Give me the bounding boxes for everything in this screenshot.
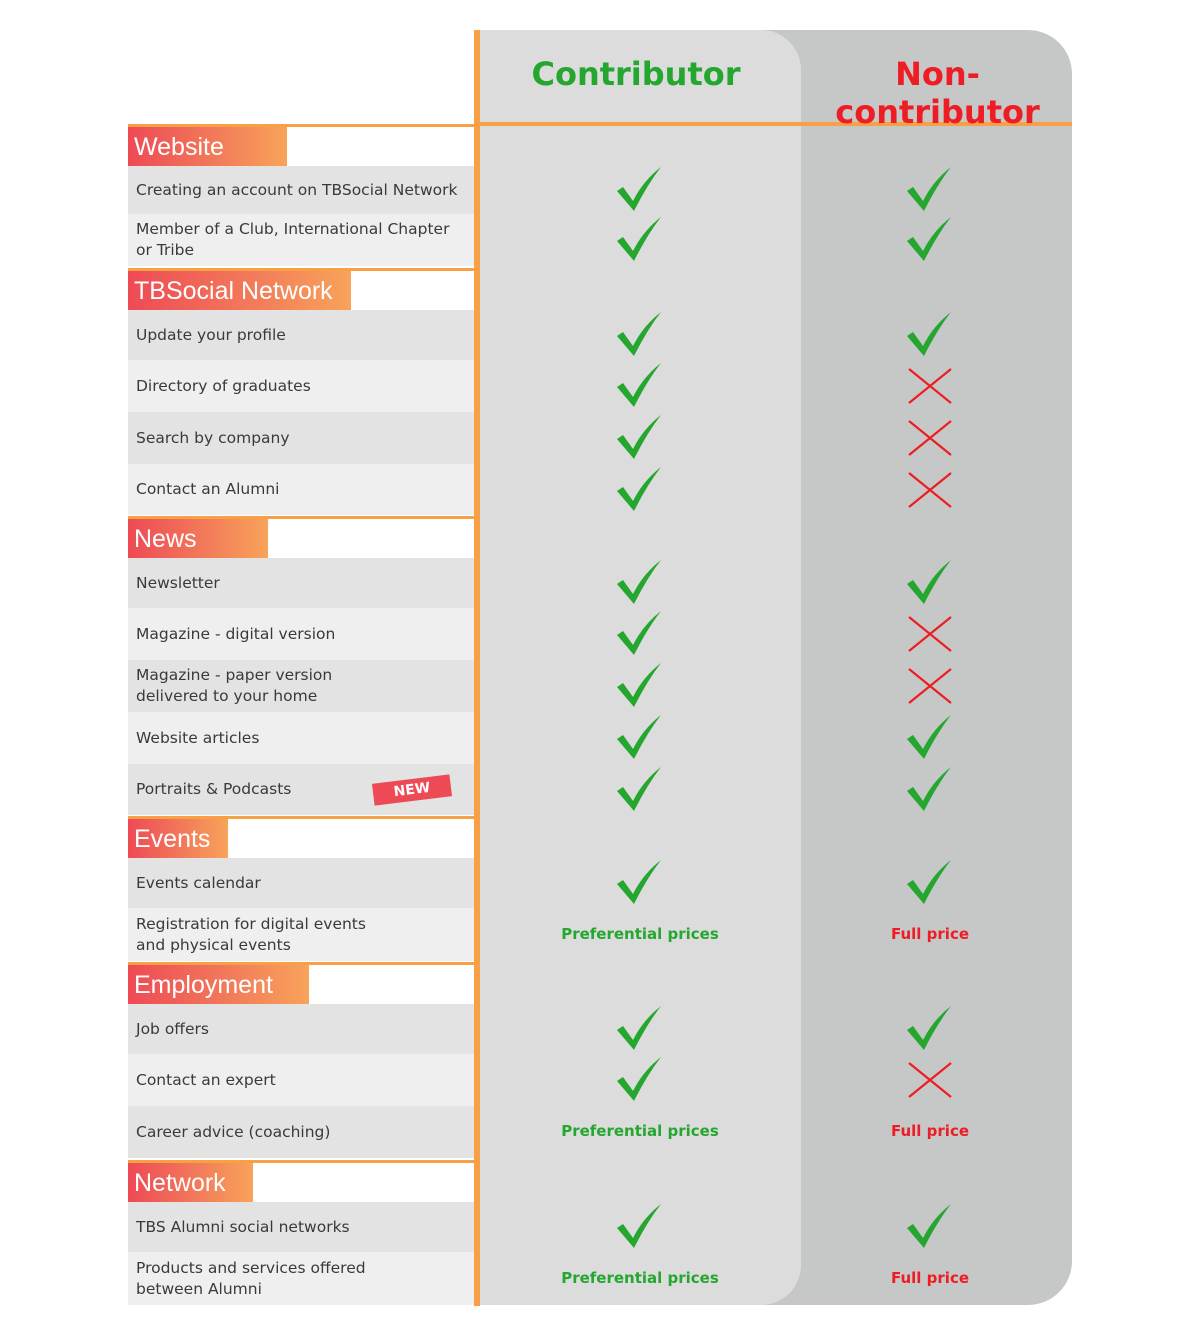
- section-title: News: [128, 519, 268, 558]
- feature-row: [128, 908, 474, 961]
- feature-row: [128, 558, 474, 608]
- check-icon: [615, 1004, 665, 1054]
- preferential-price-text: Preferential prices: [561, 1268, 719, 1287]
- feature-label: Job offers: [136, 1019, 209, 1038]
- feature-label: Creating an account on TBSocial Network: [136, 180, 458, 199]
- cross-icon: [905, 1055, 955, 1105]
- check-icon: [615, 465, 665, 515]
- contributor-heading: Contributor: [531, 55, 741, 93]
- check-icon: [905, 215, 955, 265]
- check-icon: [615, 413, 665, 463]
- preferential-price-text: Preferential prices: [561, 924, 719, 943]
- non-contributor-heading: Non-contributor: [835, 55, 1040, 131]
- feature-label: Products and services offered between Alumni: [136, 1258, 366, 1298]
- feature-row: [128, 1252, 474, 1305]
- check-icon: [905, 558, 955, 608]
- section-title: Employment: [128, 965, 309, 1004]
- feature-row: [128, 464, 474, 515]
- section-title: Events: [128, 819, 228, 858]
- check-icon: [615, 765, 665, 815]
- check-icon: [615, 858, 665, 908]
- section-title: TBSocial Network: [128, 271, 351, 310]
- preferential-price-text: Preferential prices: [561, 1122, 719, 1140]
- new-badge: NEW: [372, 774, 452, 805]
- check-icon: [905, 765, 955, 815]
- feature-label: Website articles: [136, 728, 260, 747]
- feature-row: [128, 1106, 474, 1158]
- cross-icon: [905, 361, 955, 411]
- feature-label: Contact an Alumni: [136, 480, 280, 498]
- check-icon: [615, 310, 665, 360]
- feature-label: Events calendar: [136, 873, 261, 892]
- full-price-text: Full price: [890, 1122, 970, 1140]
- check-icon: [615, 558, 665, 608]
- feature-row: [128, 1004, 474, 1054]
- check-icon: [615, 609, 665, 659]
- check-icon: [615, 713, 665, 763]
- check-icon: [615, 661, 665, 711]
- section-header-tbsocial-network: [128, 268, 474, 310]
- section-header-news: [128, 516, 474, 558]
- feature-label: Portraits & Podcasts: [136, 780, 292, 798]
- check-icon: [905, 713, 955, 763]
- feature-label: Career advice (coaching): [136, 1122, 331, 1141]
- check-icon: [615, 215, 665, 265]
- check-icon: [905, 1004, 955, 1054]
- feature-row: [128, 608, 474, 660]
- section-header-employment: [128, 962, 474, 1004]
- check-icon: [905, 165, 955, 215]
- feature-row: [128, 660, 474, 712]
- check-icon: [615, 1202, 665, 1252]
- feature-row: [128, 1202, 474, 1252]
- feature-label: Magazine - digital version: [136, 624, 336, 643]
- feature-row: [128, 166, 474, 214]
- feature-row: [128, 360, 474, 412]
- check-icon: [615, 361, 665, 411]
- feature-label: Contact an expert: [136, 1070, 276, 1089]
- full-price-text: Full price: [890, 924, 970, 943]
- section-header-website: [128, 124, 474, 166]
- cross-icon: [905, 609, 955, 659]
- cross-icon: [905, 413, 955, 463]
- feature-label: TBS Alumni social networks: [136, 1217, 350, 1236]
- feature-row: [128, 214, 474, 266]
- feature-label: Search by company: [136, 428, 290, 447]
- cross-icon: [905, 661, 955, 711]
- feature-row: [128, 858, 474, 908]
- feature-row: [128, 412, 474, 464]
- feature-label: Update your profile: [136, 325, 286, 344]
- check-icon: [905, 858, 955, 908]
- feature-label: Registration for digital events and physical events: [136, 914, 366, 954]
- full-price-text: Full price: [890, 1268, 970, 1287]
- section-title: Network: [128, 1163, 253, 1202]
- check-icon: [905, 310, 955, 360]
- check-icon: [615, 1055, 665, 1105]
- cross-icon: [905, 465, 955, 515]
- section-header-events: [128, 816, 474, 858]
- feature-row: [128, 310, 474, 360]
- section-title: Website: [128, 127, 287, 166]
- feature-label: Member of a Club, International Chapter or Tribe: [136, 220, 450, 259]
- section-header-network: [128, 1160, 474, 1202]
- feature-row: [128, 712, 474, 764]
- check-icon: [905, 1202, 955, 1252]
- feature-row: [128, 1054, 474, 1106]
- feature-label: Newsletter: [136, 573, 220, 592]
- feature-label: Directory of graduates: [136, 376, 311, 395]
- feature-label: Magazine - paper version delivered to your home: [136, 666, 333, 705]
- check-icon: [615, 165, 665, 215]
